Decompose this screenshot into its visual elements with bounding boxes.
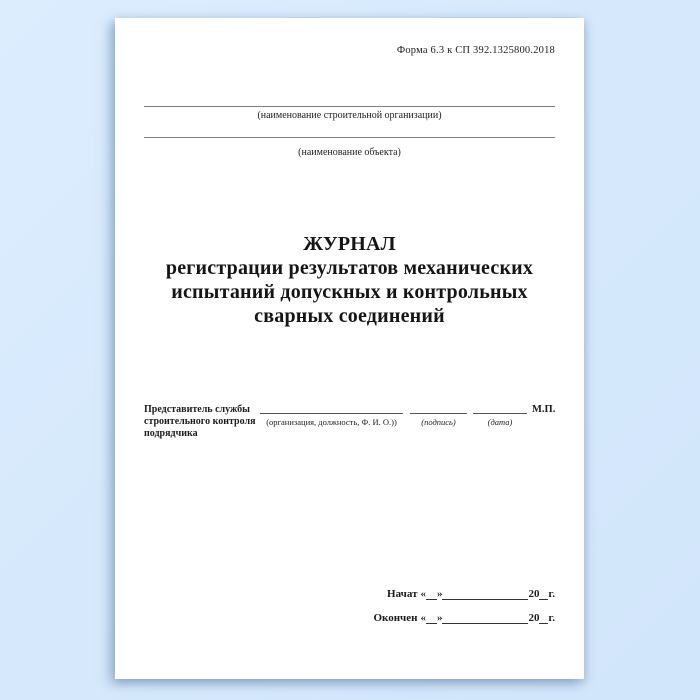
signer-role-line-2: строительного контроля [144,415,256,427]
started-year-blank [539,588,548,600]
form-reference: Форма 6.3 к СП 392.1325800.2018 [396,45,555,56]
signer-role-line-1: Представитель службы [144,404,250,415]
century-prefix: 20 [528,612,540,624]
signature-blank-line [410,413,467,414]
stamp-place-label: М.П. [532,404,556,415]
journal-cover-page [115,18,584,679]
journal-title-line-4: сварных соединений [254,305,445,327]
open-quote: « [420,588,426,600]
organization-name-blank-line [144,106,555,107]
finished-month-blank [442,612,528,624]
object-name-blank-line [144,137,555,138]
signature-caption: (подпись) [421,417,456,427]
object-name-caption: (наименование объекта) [298,147,401,158]
close-quote: » [436,612,443,624]
open-quote: « [420,612,426,624]
finished-day-blank [426,612,437,624]
signer-role-line-3: подрядчика [144,427,198,439]
signer-role-label [144,404,255,439]
finished-year-blank [539,612,548,624]
started-month-blank [442,588,528,600]
organization-position-name-caption: (организация, должность, Ф. И. О.)) [266,417,397,427]
century-prefix: 20 [528,588,540,600]
journal-title-line-3: испытаний допускных и контрольных [171,281,528,303]
date-blank-line [473,413,527,414]
started-label: Начат [387,588,418,600]
journal-title [115,232,584,328]
year-suffix: г. [548,612,555,624]
organization-position-name-blank-line [260,413,403,414]
journal-title-line-1: ЖУРНАЛ [303,233,396,255]
journal-finished-row [373,612,555,624]
started-day-blank [426,588,437,600]
date-caption: (дата) [487,417,513,427]
finished-label: Окончен [373,612,418,624]
close-quote: » [436,588,443,600]
organization-name-caption: (наименование строительной организации) [257,110,442,121]
journal-started-row [387,588,555,600]
journal-title-line-2: регистрации результатов механических [165,257,534,279]
year-suffix: г. [548,588,555,600]
